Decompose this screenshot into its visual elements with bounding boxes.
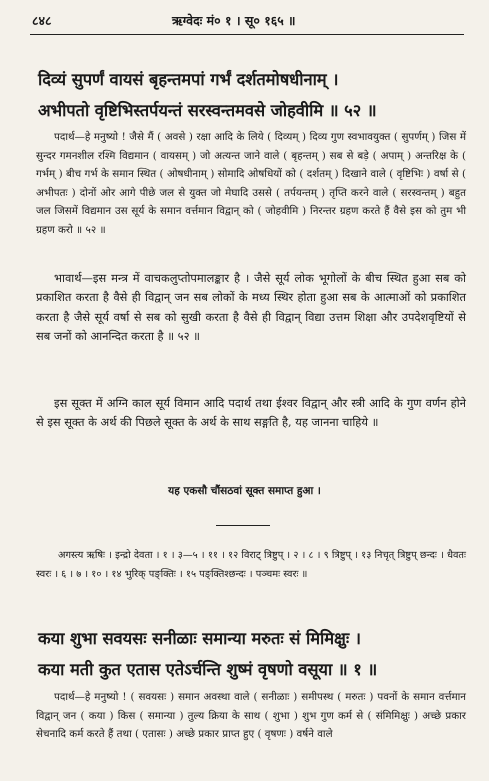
padartha-1: पदार्थ—हे मनुष्यो ! ( सवयसः ) समान अवस्था वाले ( सनीळाः ) समीपस्थ ( मरुतः ) पवनों के समान वर्त्तमान विद्वान् जन ( कया ) किस ( समान्या ) तुल्य क्रिया के साथ ( शुभा ) शुभ गुण कर्म से ( संमिमिक्षुः ) अच्छे प्रकार सेचनादि कर्म करते हैं तथा ( एतासः ) अच्छे प्रकार प्राप्त हुए ( वृषणः ) वर्षने वाले: [36, 691, 466, 740]
sukta-summary: इस सूक्त में अग्नि काल सूर्य विमान आदि पदार्थ तथा ईश्वर विद्वान् और स्त्री आदि के गुण वर्णन होने से इस सूक्त के अर्थ की पिछले सूक्त के अर्थ के साथ सङ्गति है, यह जानना चाहिये ॥: [36, 396, 466, 430]
running-title: ऋग्वेदः मं० १ । सू० १६५ ॥: [172, 13, 296, 28]
mantra-1-line-1: कया शुभा सवयसः सनीळाः समान्या मरुतः सं मिमिक्षुः ।: [38, 629, 361, 648]
section-divider: [216, 525, 270, 526]
page-header: [32, 12, 462, 32]
mantra-52-line-1: दिव्यं सुपर्णं वायसं बृहन्तमपां गर्भं दर्शतमोषधीनाम् ।: [38, 70, 339, 89]
sukta-closing: यह एकसौ चौंसठवां सूक्त समाप्त हुआ ।: [168, 485, 321, 497]
rishi-devata-chhanda: अगस्त्य ऋषिः । इन्द्रो देवता । १ । ३—५ । ११ । १२ विराट् त्रिष्टुप् । २ । ८ । ९ त्रिष्टुप् । १३ निचृत् त्रिष्टुप् छन्दः । धैवतः स्वरः । ६ । ७ । १० । १४ भुरिक् पङ्क्तिः । १५ पङ्क्तिश्छन्दः । पञ्चमः स्वरः ॥: [36, 550, 466, 581]
mantra-1-line-2: कया मती कुत एतास एतेऽर्चन्ति शुष्मं वृषणो वसूया ॥ १ ॥: [38, 660, 378, 679]
bhavartha-52: भावार्थ—इस मन्त्र में वाचकलुप्तोपमालङ्कार है । जैसे सूर्य लोक भूगोलों के बीच स्थित हुआ सब को प्रकाशित करता है वैसे ही विद्वान् जन सब लोकों के मध्य स्थिर होता हुआ सब के आत्माओं को प्रकाशित करता है जैसे सूर्य वर्षा से सब को सुखी करता है वैसे ही विद्वान् विद्या उत्तम शिक्षा और उपदेशवृष्टियों से सब जनों को आनन्दित करता है ॥ ५२ ॥: [36, 271, 466, 343]
mantra-52-line-2: अभीपतो वृष्टिभिस्तर्पयन्तं सरस्वन्तमवसे जोहवीमि ॥ ५२ ॥: [38, 101, 377, 120]
padartha-52: पदार्थ—हे मनुष्यो ! जैसे मैं ( अवसे ) रक्षा आदि के लिये ( दिव्यम् ) दिव्य गुण स्वभावयुक्त ( सुपर्णम् ) जिस में सुन्दर गमनशील रश्मि विद्यमान ( वायसम् ) जो अत्यन्त जाने वाले ( बृहन्तम् ) सब से बड़े ( अपाम् ) अन्तरिक्ष के ( गर्भम् ) बीच गर्भ के समान स्थित ( ओषधीनाम् ) सोमादि ओषधियों को ( दर्शतम् ) दिखाने वाले ( वृष्टिभिः ) वर्षा से ( अभीपतः ) दोनों ओर आगे पीछे जल से युक्त जो मेघादि उससे ( तर्पयन्तम् ) तृप्ति करने वाले ( सरस्वन्तम् ) बहुत जल जिसमें विद्यमान उस सूर्य के समान वर्त्तमान विद्वान् को ( जोहवीमि ) निरन्तर ग्रहण करते हैं वैसे इस को तुम भी ग्रहण करो ॥ ५२ ॥: [36, 131, 466, 236]
header-rule: [30, 34, 464, 35]
page-number: ८४८: [32, 13, 52, 28]
